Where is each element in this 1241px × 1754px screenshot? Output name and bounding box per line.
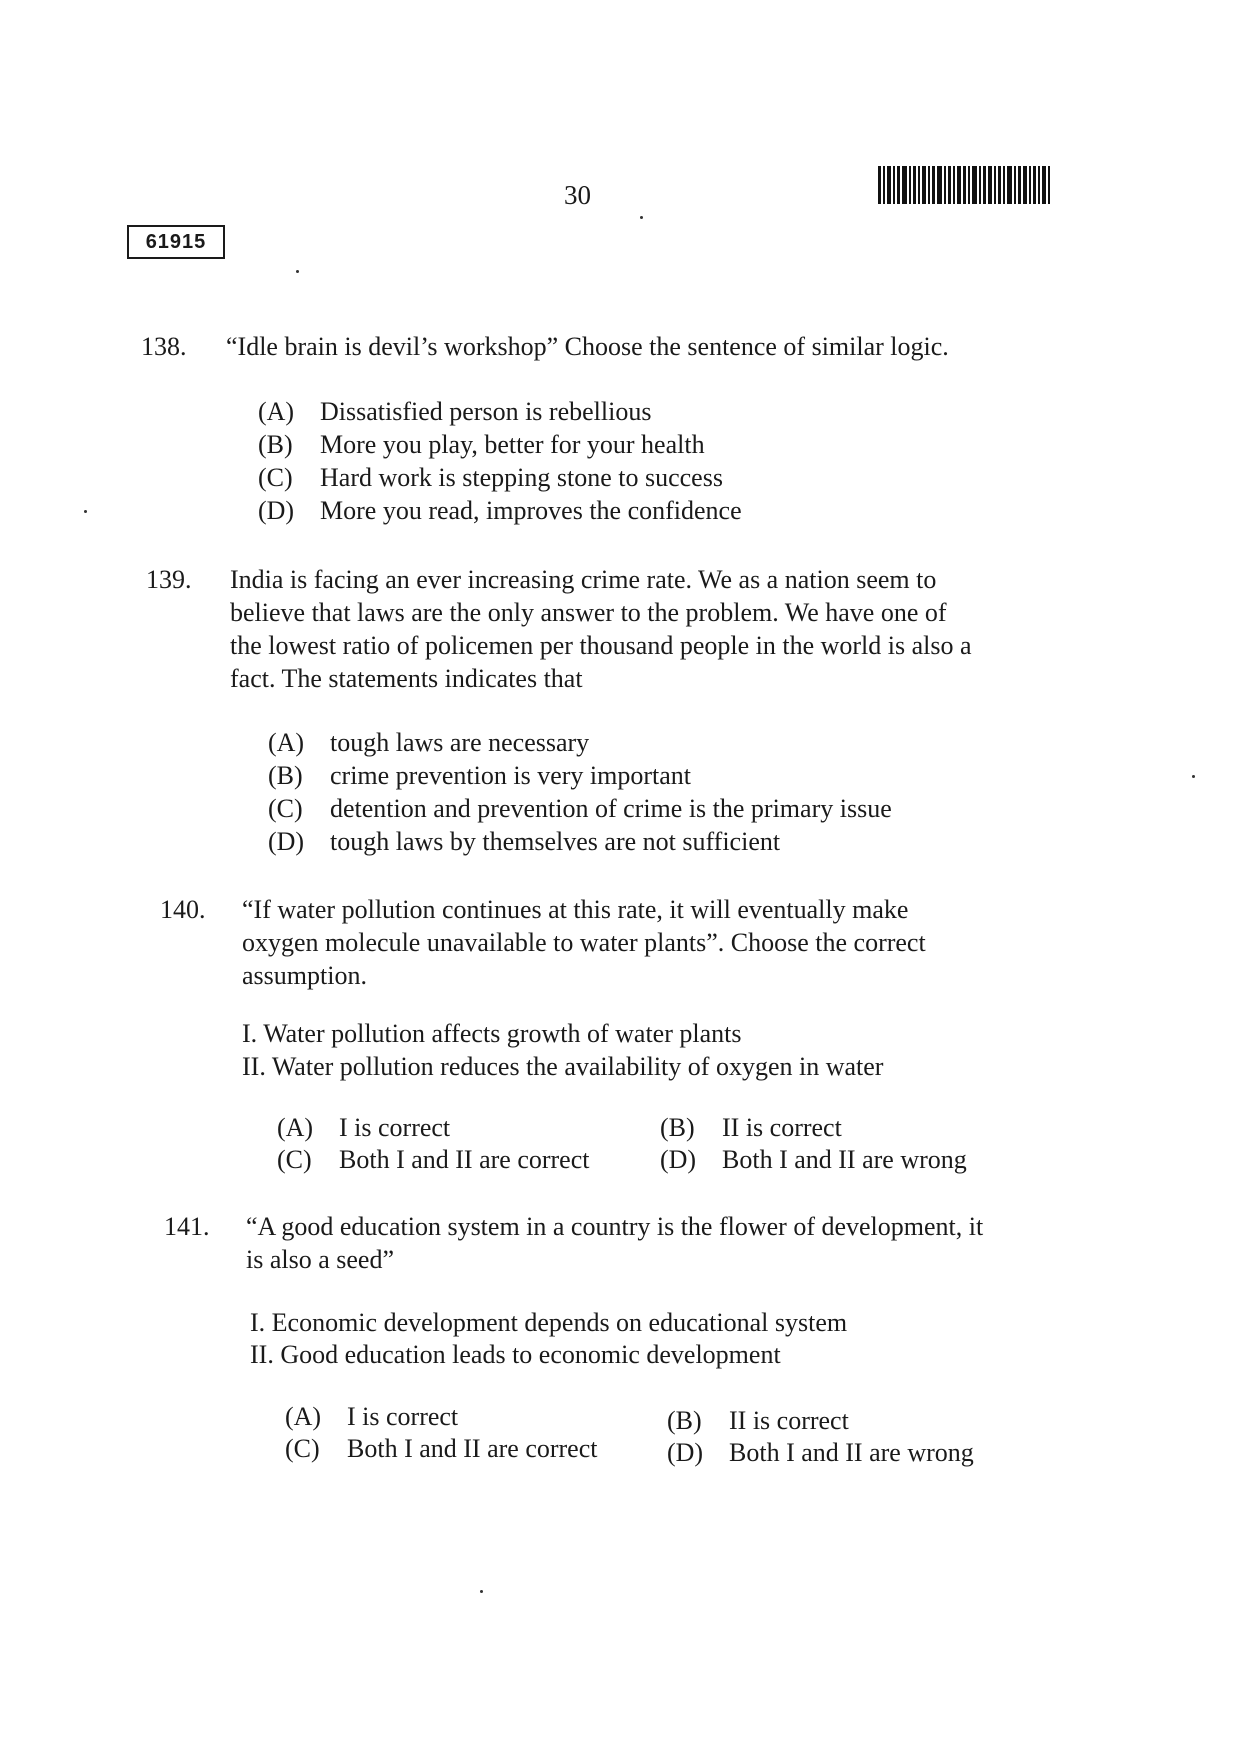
scan-speck (1192, 775, 1195, 778)
scan-speck (640, 216, 643, 219)
option-text: Dissatisfied person is rebellious (320, 397, 652, 426)
question-text-line: oxygen molecule unavailable to water plants”. Choose the correct (242, 928, 926, 957)
page-number: 30 (564, 180, 591, 210)
statement-2: II. Water pollution reduces the availability of oxygen in water (242, 1052, 884, 1081)
option-label: (C) (258, 463, 293, 492)
question-number: 139. (146, 565, 192, 594)
option-a[interactable] (285, 1402, 458, 1432)
option-text: Both I and II are wrong (722, 1145, 967, 1174)
option-label: (B) (258, 430, 293, 459)
option-label: (A) (277, 1113, 314, 1142)
option-d[interactable] (268, 827, 780, 857)
option-b[interactable] (258, 430, 705, 460)
option-text: II is correct (722, 1113, 842, 1142)
option-text: More you play, better for your health (320, 430, 705, 459)
option-d[interactable] (660, 1145, 967, 1175)
option-label: (A) (268, 728, 305, 757)
option-b[interactable] (268, 761, 691, 791)
option-b[interactable] (667, 1406, 849, 1436)
option-label: (C) (277, 1145, 312, 1174)
scan-speck (84, 510, 87, 513)
option-text: tough laws by themselves are not sufficient (330, 827, 781, 856)
option-a[interactable] (258, 397, 651, 427)
statement-1: I. Economic development depends on educational system (250, 1308, 848, 1337)
option-label: (C) (285, 1434, 320, 1463)
option-a[interactable] (268, 728, 589, 758)
option-text: II is correct (729, 1406, 849, 1435)
option-text: Both I and II are correct (347, 1434, 598, 1463)
scan-speck (296, 270, 299, 273)
option-c[interactable] (268, 794, 892, 824)
option-label: (A) (285, 1402, 322, 1431)
option-label: (B) (660, 1113, 695, 1142)
option-text: I is correct (347, 1402, 459, 1431)
option-c[interactable] (285, 1434, 597, 1464)
option-text: Both I and II are correct (339, 1145, 590, 1174)
option-label: (B) (268, 761, 303, 790)
statement-1: I. Water pollution affects growth of water plants (242, 1019, 742, 1048)
option-text: I is correct (339, 1113, 451, 1142)
question-number: 140. (160, 895, 206, 924)
option-text: crime prevention is very important (330, 761, 692, 790)
option-label: (D) (268, 827, 305, 856)
option-text: More you read, improves the confidence (320, 496, 742, 525)
option-text: Both I and II are wrong (729, 1438, 974, 1467)
paper-code-box: 61915 (127, 225, 225, 259)
question-number: 138. (141, 332, 187, 361)
option-label: (A) (258, 397, 295, 426)
question-text-line: assumption. (242, 961, 367, 990)
option-d[interactable] (258, 496, 742, 526)
option-a[interactable] (277, 1113, 450, 1143)
question-number: 141. (164, 1212, 210, 1241)
option-c[interactable] (277, 1145, 589, 1175)
option-label: (D) (667, 1438, 704, 1467)
scan-speck (480, 1590, 483, 1593)
barcode-icon (878, 166, 1050, 204)
question-text-line: the lowest ratio of policemen per thousand people in the world is also a (230, 631, 972, 660)
question-text-line: is also a seed” (246, 1245, 395, 1274)
question-text: “Idle brain is devil’s workshop” Choose the sentence of similar logic. (226, 332, 949, 361)
option-text: Hard work is stepping stone to success (320, 463, 723, 492)
option-label: (C) (268, 794, 303, 823)
question-text-line: believe that laws are the only answer to the problem. We have one of (230, 598, 947, 627)
option-text: detention and prevention of crime is the primary issue (330, 794, 892, 823)
question-text-line: “If water pollution continues at this rate, it will eventually make (242, 895, 909, 924)
option-d[interactable] (667, 1438, 974, 1468)
question-text-line: “A good education system in a country is the flower of development, it (246, 1212, 984, 1241)
option-b[interactable] (660, 1113, 842, 1143)
option-c[interactable] (258, 463, 723, 493)
option-label: (D) (660, 1145, 697, 1174)
option-text: tough laws are necessary (330, 728, 590, 757)
question-text-line: India is facing an ever increasing crime rate. We as a nation seem to (230, 565, 937, 594)
option-label: (D) (258, 496, 295, 525)
question-text-line: fact. The statements indicates that (230, 664, 583, 693)
option-label: (B) (667, 1406, 702, 1435)
statement-2: II. Good education leads to economic development (250, 1340, 781, 1369)
